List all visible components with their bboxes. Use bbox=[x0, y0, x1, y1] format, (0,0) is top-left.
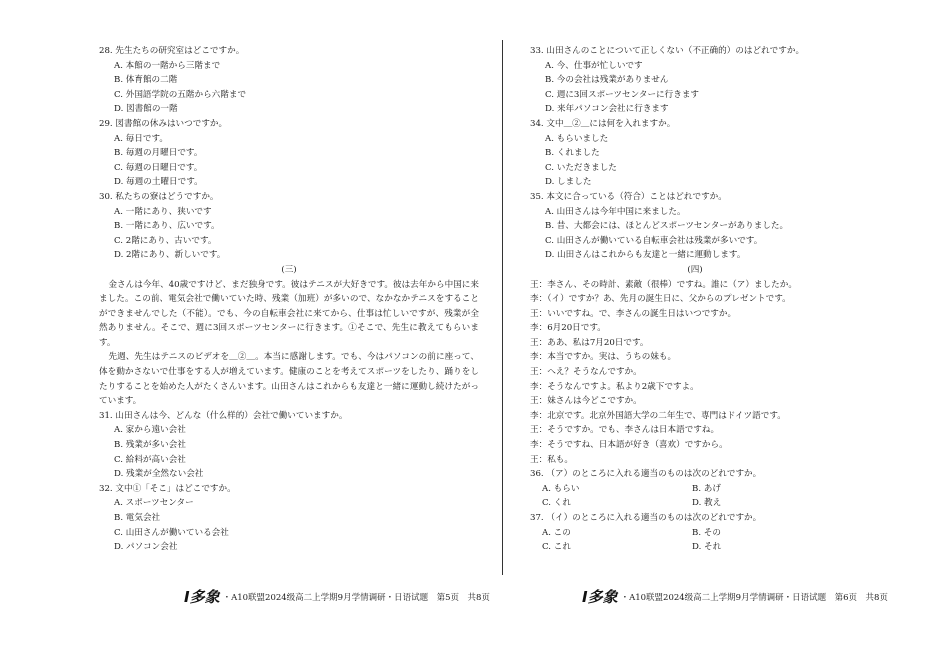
options-row bbox=[530, 540, 860, 555]
option: B. あげ bbox=[692, 483, 721, 494]
option: C. 外国語学院の五階から六階まで bbox=[114, 89, 247, 100]
question-29: 29. 図書館の休みはいつですか。 bbox=[99, 118, 228, 129]
option: A. もらい bbox=[542, 483, 580, 494]
option: D. 山田さんはこれからも友達と一緒に運動します。 bbox=[545, 250, 746, 261]
publisher-logo: I多象 bbox=[184, 588, 220, 606]
footer-left bbox=[184, 586, 490, 607]
dialogue-line: 李：そうなんですよ。私より2歳下ですよ。 bbox=[530, 381, 699, 392]
option: C. 毎週の日曜日です。 bbox=[114, 162, 203, 173]
dialogue-line: 王：そうですか。でも、李さんは日本語ですね。 bbox=[530, 425, 720, 436]
option: B. 毎週の月曜日です。 bbox=[114, 148, 203, 159]
option: D. 残業が全然ない会社 bbox=[114, 469, 204, 480]
option: D. 図書館の一階 bbox=[114, 104, 178, 115]
option: B. 一階にあり、広いです。 bbox=[114, 221, 220, 232]
question-31: 31. 山田さんは今、どんな（什么样的）会社で働いていますか。 bbox=[99, 410, 348, 421]
option: B. くれました bbox=[545, 148, 600, 159]
options-row bbox=[530, 496, 860, 511]
footer-page-info: ・A10联盟2024级高二上学期9月学情调研・日语试题 第6页 共8页 bbox=[620, 592, 888, 603]
question-32: 32. 文中①「そこ」はどこですか。 bbox=[99, 483, 236, 494]
option: B. 昔、大都会には、ほとんどスポーツセンターがありました。 bbox=[545, 221, 789, 232]
question-34: 34. 文中＿②＿には何を入れますか。 bbox=[530, 118, 676, 129]
option: C. 山田さんが働いている自転車会社は残業が多いです。 bbox=[545, 235, 763, 246]
option: C. くれ bbox=[542, 498, 571, 509]
publisher-logo: I多象 bbox=[582, 588, 618, 606]
option: D. パソコン会社 bbox=[114, 542, 178, 553]
option: D. それ bbox=[692, 542, 722, 553]
option: A. 本館の一階から三階まで bbox=[114, 60, 221, 71]
dialogue-line: 王：妹さんは今どこですか。 bbox=[530, 396, 642, 407]
option: A. もらいました bbox=[545, 133, 609, 144]
dialogue-line: 李：そうですね、日本語が好き（喜欢）ですから。 bbox=[530, 440, 728, 451]
question-33: 33. 山田さんのことについて正しくない（不正确的）のはどれですか。 bbox=[530, 46, 805, 56]
question-36: 36. （ア）のところに入れる適当のものは次のどれですか。 bbox=[530, 469, 762, 480]
option: D. 来年パソコン会社に行きます bbox=[545, 104, 669, 115]
footer-right bbox=[582, 586, 888, 607]
option: C. 山田さんが働いている会社 bbox=[114, 527, 229, 538]
option: A. スポーツセンター bbox=[114, 498, 194, 509]
option: D. 教え bbox=[692, 498, 722, 509]
option: D. 2階にあり、新しいです。 bbox=[114, 250, 226, 261]
right-column bbox=[530, 44, 860, 555]
section-heading-3: (三) bbox=[281, 264, 297, 275]
options-row bbox=[530, 526, 860, 541]
question-30: 30. 私たちの寮はどうですか。 bbox=[99, 191, 219, 202]
options-row bbox=[530, 482, 860, 497]
dialogue-line: 李：6月20日です。 bbox=[530, 323, 606, 334]
dialogue-line: 王：いいですね。で、李さんの誕生日はいつですか。 bbox=[530, 308, 737, 319]
dialogue-line: 李：本当ですか。実は、うちの妹も。 bbox=[530, 352, 677, 363]
option: A. 今、仕事が忙しいです bbox=[545, 60, 643, 71]
section-heading-4: (四) bbox=[687, 264, 703, 275]
option: C. いただきました bbox=[545, 162, 617, 173]
question-35: 35. 本文に合っている（符合）ことはどれですか。 bbox=[530, 191, 727, 202]
left-column bbox=[99, 44, 479, 555]
dialogue-line: 王：私も。 bbox=[530, 454, 573, 465]
option: D. 毎週の土曜日です。 bbox=[114, 177, 203, 188]
option: B. 電気会社 bbox=[114, 513, 161, 523]
option: B. その bbox=[692, 527, 721, 538]
option: C. 給料が高い会社 bbox=[114, 454, 186, 465]
dialogue-line: 李：北京です。北京外国語大学の二年生で、専門はドイツ語です。 bbox=[530, 410, 786, 421]
option: C. これ bbox=[542, 542, 571, 553]
dialogue-line: 王：李さん、その時計、素敵（很棒）ですね。誰に（ア）ましたか。 bbox=[530, 279, 797, 290]
option: A. この bbox=[542, 527, 571, 538]
option: A. 毎日です。 bbox=[114, 133, 168, 144]
reading-paragraph-2: 先週、先生はテニスのビデオを＿②＿。本当に感謝します。でも、今はパソコンの前に座って、体を動かさないで仕事をする人が増えています。健康のことを考えてスポーツをしたり、踊りをしたりすることを始めた人がたくさんいます。山田さんはこれからも友達と一緒に運動し続けたがっています。 bbox=[99, 352, 479, 407]
option: B. 残業が多い会社 bbox=[114, 440, 186, 451]
question-37: 37. （イ）のところに入れる適当のものは次のどれですか。 bbox=[530, 513, 762, 523]
option: A. 山田さんは今年中国に来ました。 bbox=[545, 206, 686, 217]
question-28: 28. 先生たちの研究室はどこですか。 bbox=[99, 46, 245, 56]
option: B. 今の会社は残業がありません bbox=[545, 75, 669, 86]
option: D. しました bbox=[545, 177, 592, 188]
option: A. 家から遠い会社 bbox=[114, 425, 186, 436]
option: C. 2階にあり、古いです。 bbox=[114, 235, 217, 246]
dialogue-line: 王：ああ、私は7月20日です。 bbox=[530, 337, 649, 348]
option: A. 一階にあり、狭いです bbox=[114, 206, 212, 217]
dialogue-line: 王：へえ？そうなんですか。 bbox=[530, 367, 642, 378]
dialogue-line: 李：（イ）ですか？あ、先月の誕生日に、父からのプレゼントです。 bbox=[530, 294, 791, 305]
column-divider bbox=[502, 40, 503, 575]
option: C. 週に3回スポーツセンターに行きます bbox=[545, 89, 700, 100]
option: B. 体育館の二階 bbox=[114, 75, 178, 86]
footer-page-info: ・A10联盟2024级高二上学期9月学情调研・日语试题 第5页 共8页 bbox=[222, 592, 490, 603]
reading-paragraph-1: 金さんは今年、40歳ですけど、まだ独身です。彼はテニスが大好きです。彼は去年から中国に来ました。この前、電気会社で働いていた時、残業（加班）が多いので、なかなかテニスをすることができませんでした（不能）。でも、今の自転車会社に来てから、仕事は忙しいですが、残業が全然ありません。そこで、週に3回スポーツセンターに行きます。①そこで、先生に教えてもらいます。 bbox=[99, 279, 479, 348]
